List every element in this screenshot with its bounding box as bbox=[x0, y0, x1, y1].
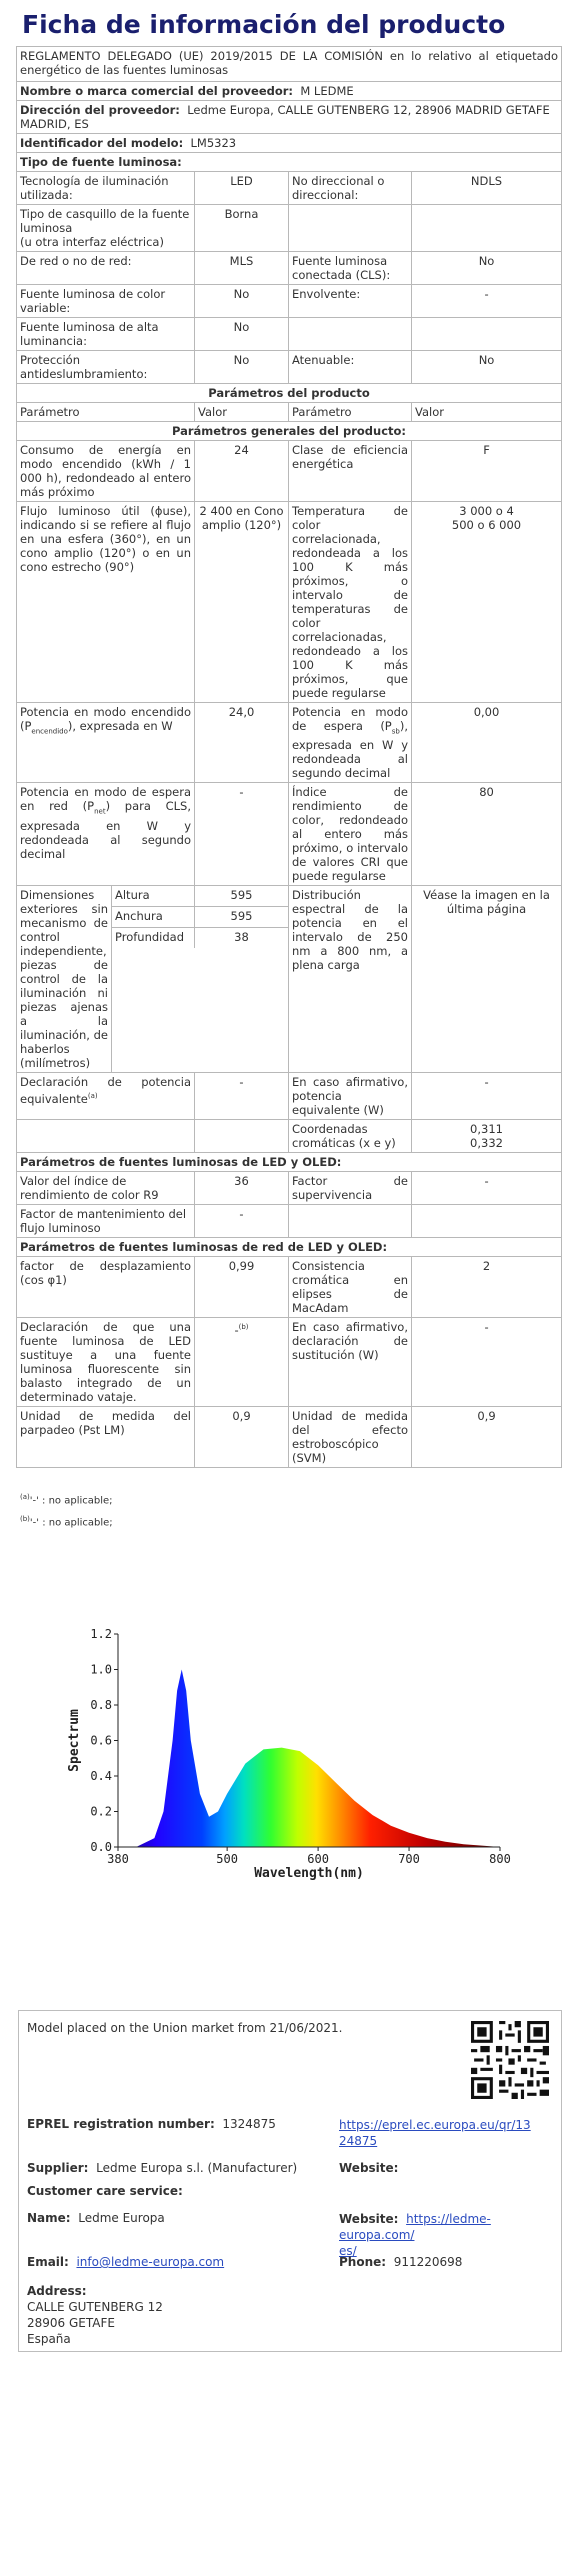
source-type-value-2: - bbox=[412, 285, 562, 318]
source-type-label-2: Envolvente: bbox=[289, 285, 412, 318]
address-line: CALLE GUTENBERG 12 bbox=[27, 2300, 163, 2314]
color-temperature-value-a: 3 000 o 4 bbox=[459, 504, 514, 518]
website-link[interactable]: https://ledme-europa.com/ bbox=[339, 2212, 491, 2242]
fluorescent-replacement-value: -$^{(b)}$ bbox=[195, 1318, 289, 1407]
name-value: Ledme Europa bbox=[78, 2211, 165, 2225]
dimensions-label: Dimensiones exteriores sin mecanismo de control independiente, piezas de control de la iluminación ni piezas ajenas a la iluminación, de haberlos (milímetros) bbox=[17, 886, 112, 1073]
source-type-value-2 bbox=[412, 205, 562, 252]
address-label: Address: bbox=[27, 2284, 87, 2298]
on-mode-power-label: Potencia en modo encendido $(P_{encendido})$, expresada en W bbox=[17, 703, 195, 783]
equivalent-power-w-label: En caso afirmativo, potencia equivalente (W) bbox=[289, 1073, 412, 1120]
address-line: España bbox=[27, 2332, 71, 2346]
color-temperature-value-b: 500 o 6 000 bbox=[451, 518, 522, 532]
led-oled-title-row bbox=[17, 1153, 562, 1172]
source-type-row bbox=[17, 351, 562, 384]
fluorescent-replacement-label: Declaración de que una fuente luminosa de LED sustituye a una fuente luminosa fluorescente sin balasto integrado de un determinado vataje. bbox=[17, 1318, 195, 1407]
param-row bbox=[17, 1205, 562, 1238]
param-row bbox=[17, 783, 562, 886]
y-tick-label: 0.0 bbox=[90, 1840, 112, 1854]
y-axis-label: Spectrum bbox=[67, 1709, 82, 1772]
network-standby-value: - bbox=[195, 783, 289, 886]
led-oled-title: Parámetros de fuentes luminosas de LED y OLED: bbox=[17, 1153, 562, 1172]
source-type-title-row bbox=[17, 153, 562, 172]
supplier-value: Ledme Europa s.l. (Manufacturer) bbox=[96, 2161, 298, 2175]
flicker-value: 0,9 bbox=[195, 1407, 289, 1468]
param-row bbox=[17, 1407, 562, 1468]
dimension-height-label: Altura bbox=[112, 886, 195, 907]
eprel-link[interactable]: https://eprel.ec.europa.eu/qr/13 24875 bbox=[339, 2118, 531, 2148]
source-type-label-1: Tipo de casquillo de la fuente luminosa (u otra interfaz eléctrica) bbox=[17, 205, 195, 252]
param-row bbox=[17, 441, 562, 502]
column-header-value: Valor bbox=[195, 403, 289, 422]
source-type-title: Tipo de fuente luminosa: bbox=[17, 153, 562, 172]
efficiency-class-label: Clase de eficiencia energética bbox=[289, 441, 412, 502]
spectrum-chart bbox=[0, 1610, 576, 1920]
source-type-label-1: Protección antideslumbramiento: bbox=[17, 351, 195, 384]
source-type-value-2: No bbox=[412, 351, 562, 384]
regulation-text: REGLAMENTO DELEGADO (UE) 2019/2015 DE LA COMISIÓN en lo relativo al etiquetado energético de las fuentes luminosas bbox=[17, 47, 562, 82]
eprel-card bbox=[18, 2010, 562, 2352]
replacement-claim-value: - bbox=[412, 1318, 562, 1407]
x-tick-label: 800 bbox=[489, 1852, 511, 1866]
standby-power-value: 0,00 bbox=[412, 703, 562, 783]
source-type-label-2: Atenuable: bbox=[289, 351, 412, 384]
source-type-value-2: NDLS bbox=[412, 172, 562, 205]
footnote: $^{(b)}$'-' : no aplicable; bbox=[20, 1515, 113, 1529]
product-params-title: Parámetros del producto bbox=[17, 384, 562, 403]
page-title: Ficha de información del producto bbox=[22, 10, 506, 39]
eprel-label: EPREL registration number: bbox=[27, 2117, 215, 2131]
color-temperature-value bbox=[412, 502, 562, 703]
source-type-value-2: No bbox=[412, 252, 562, 285]
luminous-flux-label: Flujo luminoso útil (ϕuse), indicando si se refiere al flujo en una esfera (360°), en un cono amplio (120°) o en un cono estrecho (90°) bbox=[17, 502, 195, 703]
product-info-table bbox=[16, 46, 562, 1468]
color-consistency-value: 2 bbox=[412, 1257, 562, 1318]
model-row bbox=[17, 134, 562, 153]
source-type-value-1: LED bbox=[195, 172, 289, 205]
source-type-label-1: Fuente luminosa de color variable: bbox=[17, 285, 195, 318]
supplier-address-value: Ledme Europa, CALLE GUTENBERG 12, 28906 MADRID GETAFE MADRID, ES bbox=[20, 103, 550, 131]
network-standby-label: Potencia en modo de espera en red $(P_{net})$ para CLS, expresada en W y redondeada al segundo decimal bbox=[17, 783, 195, 886]
website-link-cont[interactable]: es/ bbox=[339, 2244, 357, 2258]
spectral-distribution-value: Véase la imagen en la última página bbox=[412, 886, 562, 1073]
flicker-label: Unidad de medida del parpadeo (Pst LM) bbox=[17, 1407, 195, 1468]
param-row bbox=[17, 1120, 562, 1153]
eprel-value: 1324875 bbox=[222, 2117, 276, 2131]
color-temperature-label: Temperatura de color correlacionada, redondeada a los 100 K más próximos, o intervalo de temperaturas de color correlacionadas, redondeado a los 100 K más próximos, que puede regularse bbox=[289, 502, 412, 703]
supplier-address-row bbox=[17, 101, 562, 134]
footnotes bbox=[20, 1488, 113, 1533]
chromaticity-value: 0,311 0,332 bbox=[412, 1120, 562, 1153]
market-placement-text: Model placed on the Union market from 21/06/2021. bbox=[27, 2021, 343, 2035]
cri-label: Índice de rendimiento de color, redondeado al entero más próximo, o intervalo de valores CRI que puede regularse bbox=[289, 783, 412, 886]
source-type-row bbox=[17, 205, 562, 252]
color-consistency-label: Consistencia cromática en elipses de MacAdam bbox=[289, 1257, 412, 1318]
spectrum-area bbox=[118, 1670, 500, 1848]
source-type-row bbox=[17, 285, 562, 318]
standby-power-label: Potencia en modo de espera $(P_{sb})$, expresada en W y redondeada al segundo decimal bbox=[289, 703, 412, 783]
phone-value: 911220698 bbox=[393, 2255, 463, 2269]
luminous-flux-value: 2 400 en Cono amplio (120°) bbox=[195, 502, 289, 703]
param-row bbox=[17, 703, 562, 783]
replacement-claim-label: En caso afirmativo, declaración de sustitución (W) bbox=[289, 1318, 412, 1407]
column-header-param: Parámetro bbox=[289, 403, 412, 422]
displacement-factor-label: factor de desplazamiento (cos φ1) bbox=[17, 1257, 195, 1318]
dimension-depth-value: 38 bbox=[195, 927, 289, 947]
param-row bbox=[17, 1172, 562, 1205]
survival-factor-value: - bbox=[412, 1172, 562, 1205]
source-type-label-1: De red o no de red: bbox=[17, 252, 195, 285]
x-tick-label: 500 bbox=[216, 1852, 238, 1866]
energy-consumption-label: Consumo de energía en modo encendido (kWh / 1 000 h), redondeado al entero más próximo bbox=[17, 441, 195, 502]
on-mode-power-value: 24,0 bbox=[195, 703, 289, 783]
email-label: Email: bbox=[27, 2255, 69, 2269]
customer-care-label: Customer care service: bbox=[27, 2184, 183, 2198]
source-type-value-1: No bbox=[195, 285, 289, 318]
source-type-label-2 bbox=[289, 205, 412, 252]
source-type-label-2: Fuente luminosa conectada (CLS): bbox=[289, 252, 412, 285]
source-type-label-1: Tecnología de iluminación utilizada: bbox=[17, 172, 195, 205]
regulation-row bbox=[17, 47, 562, 82]
dimension-width-label: Anchura bbox=[112, 907, 195, 928]
source-type-value-1: No bbox=[195, 351, 289, 384]
dimension-height-value: 595 bbox=[195, 886, 289, 907]
stroboscopic-value: 0,9 bbox=[412, 1407, 562, 1468]
general-params-title: Parámetros generales del producto: bbox=[17, 422, 562, 441]
general-params-title-row bbox=[17, 422, 562, 441]
website-label: Website: bbox=[339, 2161, 399, 2175]
model-label: Identificador del modelo: bbox=[20, 136, 184, 150]
y-tick-label: 0.4 bbox=[90, 1769, 112, 1783]
supplier-label: Supplier: bbox=[27, 2161, 89, 2175]
source-type-row bbox=[17, 318, 562, 351]
source-type-row bbox=[17, 172, 562, 205]
model-value: LM5323 bbox=[190, 136, 237, 150]
footnote: $^{(a)}$'-' : no aplicable; bbox=[20, 1493, 113, 1507]
cri-value: 80 bbox=[412, 783, 562, 886]
stroboscopic-label: Unidad de medida del efecto estroboscópico (SVM) bbox=[289, 1407, 412, 1468]
address-block bbox=[27, 2283, 163, 2347]
led-mains-title-row bbox=[17, 1238, 562, 1257]
param-row bbox=[17, 886, 562, 907]
phone-label: Phone: bbox=[339, 2255, 387, 2269]
source-type-row bbox=[17, 252, 562, 285]
y-tick-label: 1.0 bbox=[90, 1662, 112, 1677]
supplier-name-row bbox=[17, 82, 562, 101]
param-row bbox=[17, 502, 562, 703]
dimension-width-value: 595 bbox=[195, 907, 289, 928]
column-header-value: Valor bbox=[412, 403, 562, 422]
source-type-label-2: No direccional o direccional: bbox=[289, 172, 412, 205]
address-line: 28906 GETAFE bbox=[27, 2316, 115, 2330]
equivalent-power-label: Declaración de potencia equivalente$^{(a)}$ bbox=[17, 1073, 195, 1120]
energy-consumption-value: 24 bbox=[195, 441, 289, 502]
led-mains-title: Parámetros de fuentes luminosas de red de LED y OLED: bbox=[17, 1238, 562, 1257]
y-tick-label: 0.2 bbox=[90, 1804, 112, 1819]
email-link[interactable]: info@ledme-europa.com bbox=[76, 2255, 225, 2269]
source-type-value-1: Borna bbox=[195, 205, 289, 252]
y-tick-label: 0.6 bbox=[90, 1733, 112, 1748]
website2-label: Website: bbox=[339, 2212, 399, 2226]
source-type-label-1: Fuente luminosa de alta luminancia: bbox=[17, 318, 195, 351]
source-type-label-2 bbox=[289, 318, 412, 351]
spectral-distribution-label: Distribución espectral de la potencia en el intervalo de 250 nm a 800 nm, a plena carga bbox=[289, 886, 412, 1073]
x-tick-label: 600 bbox=[307, 1852, 329, 1866]
x-axis-label: Wavelength(nm) bbox=[254, 1866, 364, 1881]
name-label: Name: bbox=[27, 2211, 71, 2225]
lumen-maintenance-value: - bbox=[195, 1205, 289, 1238]
supplier-name-value: M LEDME bbox=[300, 84, 354, 98]
source-type-value-1: No bbox=[195, 318, 289, 351]
x-tick-label: 380 bbox=[107, 1852, 129, 1866]
r9-label: Valor del índice de rendimiento de color R9 bbox=[17, 1172, 195, 1205]
column-header-param: Parámetro bbox=[17, 403, 195, 422]
source-type-value-1: MLS bbox=[195, 252, 289, 285]
y-tick-label: 1.2 bbox=[90, 1627, 112, 1641]
supplier-name-label: Nombre o marca comercial del proveedor: bbox=[20, 84, 294, 98]
r9-value: 36 bbox=[195, 1172, 289, 1205]
column-header-row bbox=[17, 403, 562, 422]
supplier-address-label: Dirección del proveedor: bbox=[20, 103, 180, 117]
lumen-maintenance-label: Factor de mantenimiento del flujo luminoso bbox=[17, 1205, 195, 1238]
displacement-factor-value: 0,99 bbox=[195, 1257, 289, 1318]
param-row bbox=[17, 1318, 562, 1407]
x-tick-label: 700 bbox=[398, 1852, 420, 1866]
equivalent-power-value: - bbox=[195, 1073, 289, 1120]
equivalent-power-w-value: - bbox=[412, 1073, 562, 1120]
param-row bbox=[17, 1257, 562, 1318]
param-row bbox=[17, 1073, 562, 1120]
source-type-value-2 bbox=[412, 318, 562, 351]
efficiency-class-value: F bbox=[412, 441, 562, 502]
survival-factor-label: Factor de supervivencia bbox=[289, 1172, 412, 1205]
product-params-title-row bbox=[17, 384, 562, 403]
chromaticity-label: Coordenadas cromáticas (x e y) bbox=[289, 1120, 412, 1153]
qr-code-icon[interactable] bbox=[471, 2021, 549, 2099]
dimension-depth-label: Profundidad bbox=[112, 927, 195, 947]
y-tick-label: 0.8 bbox=[90, 1698, 112, 1712]
